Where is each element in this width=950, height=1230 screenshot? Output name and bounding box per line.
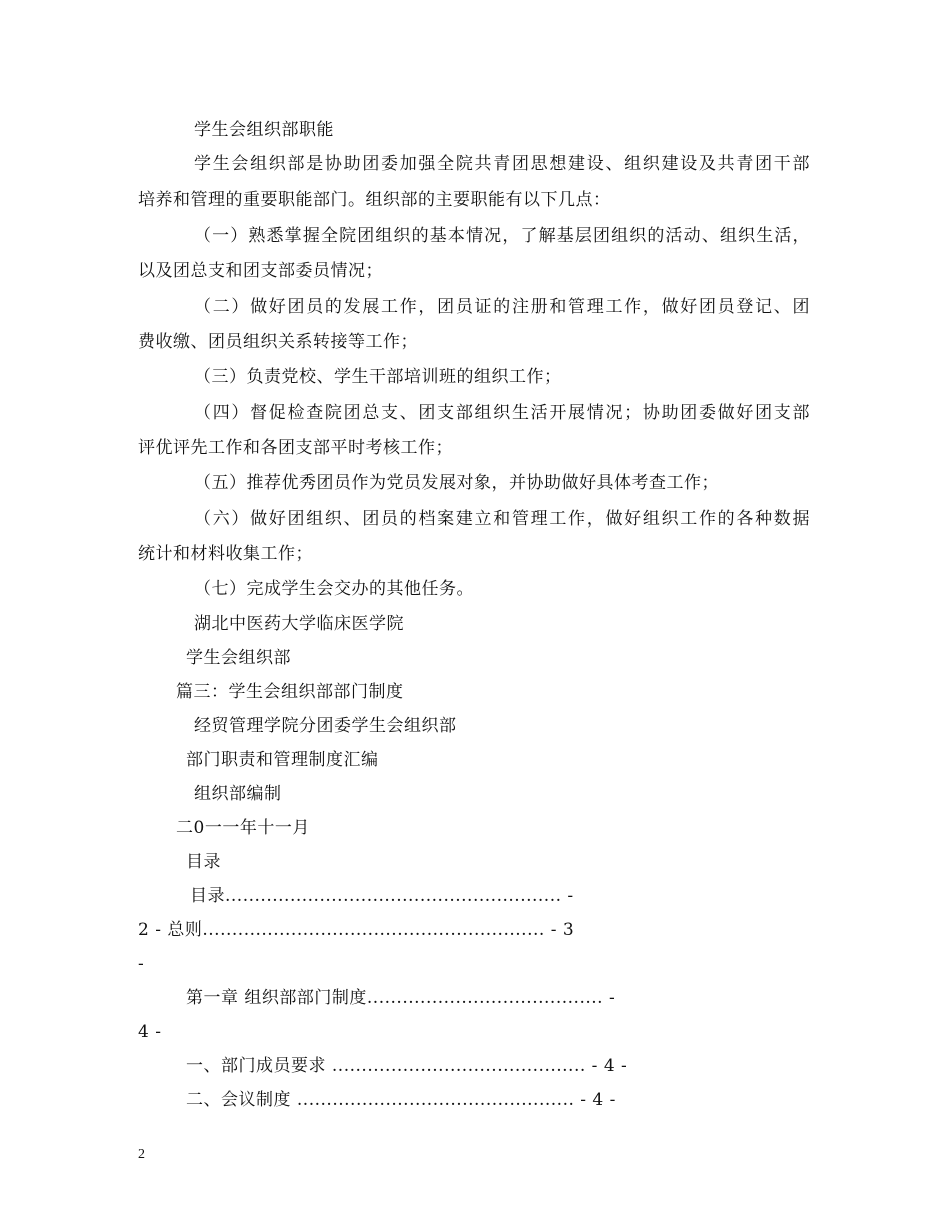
list-item: （一）熟悉掌握全院团组织的基本情况，了解基层团组织的活动、组织生活， [194, 226, 810, 246]
paragraph-line: 费收缴、团员组织关系转接等工作； [138, 332, 418, 352]
list-item: （五）推荐优秀团员作为党员发展对象，并协助做好具体考查工作； [194, 473, 719, 493]
department-name: 学生会组织部 [186, 648, 291, 668]
toc-entry-continuation: - [138, 954, 145, 974]
toc-entry: 目录......................................................... - [190, 886, 574, 906]
list-item: （二）做好团员的发展工作，团员证的注册和管理工作，做好团员登记、团 [194, 297, 810, 317]
organization-name: 湖北中医药大学临床医学院 [194, 614, 404, 634]
paragraph-line: 以及团总支和团支部委员情况； [138, 261, 383, 281]
document-subtitle: 经贸管理学院分团委学生会组织部 [194, 716, 457, 736]
toc-entry-continuation: 4 - [138, 1022, 162, 1042]
page-number: 2 [138, 1147, 145, 1162]
list-item: （六）做好团组织、团员的档案建立和管理工作，做好组织工作的各种数据 [194, 509, 810, 529]
list-item: （七）完成学生会交办的其他任务。 [194, 579, 474, 599]
toc-entry: 一、部门成员要求 ........................................... - 4 - [186, 1056, 628, 1076]
toc-entry: 第一章 组织部部门制度........................................ - [186, 988, 616, 1008]
document-date: 二0一一年十一月 [176, 818, 310, 838]
toc-heading: 目录 [186, 852, 221, 872]
toc-entry: 二、会议制度 ............................................... - 4 - [186, 1090, 616, 1110]
paragraph-line: 评优评先工作和各团支部平时考核工作； [138, 438, 453, 458]
paragraph-line: 培养和管理的重要职能部门。组织部的主要职能有以下几点： [138, 190, 611, 210]
list-item: （四）督促检查院团总支、团支部组织生活开展情况；协助团委做好团支部 [194, 403, 810, 423]
chapter-heading: 篇三：学生会组织部部门制度 [176, 682, 404, 702]
toc-entry: 2 - 总则.......................................................... - 3 [138, 920, 575, 940]
list-item: （三）负责党校、学生干部培训班的组织工作； [194, 367, 562, 387]
section-title: 学生会组织部职能 [194, 120, 334, 140]
document-author: 组织部编制 [194, 784, 282, 804]
paragraph-line: 学生会组织部是协助团委加强全院共青团思想建设、组织建设及共青团干部 [194, 154, 810, 174]
document-title: 部门职责和管理制度汇编 [186, 750, 379, 770]
paragraph-line: 统计和材料收集工作； [138, 544, 313, 564]
